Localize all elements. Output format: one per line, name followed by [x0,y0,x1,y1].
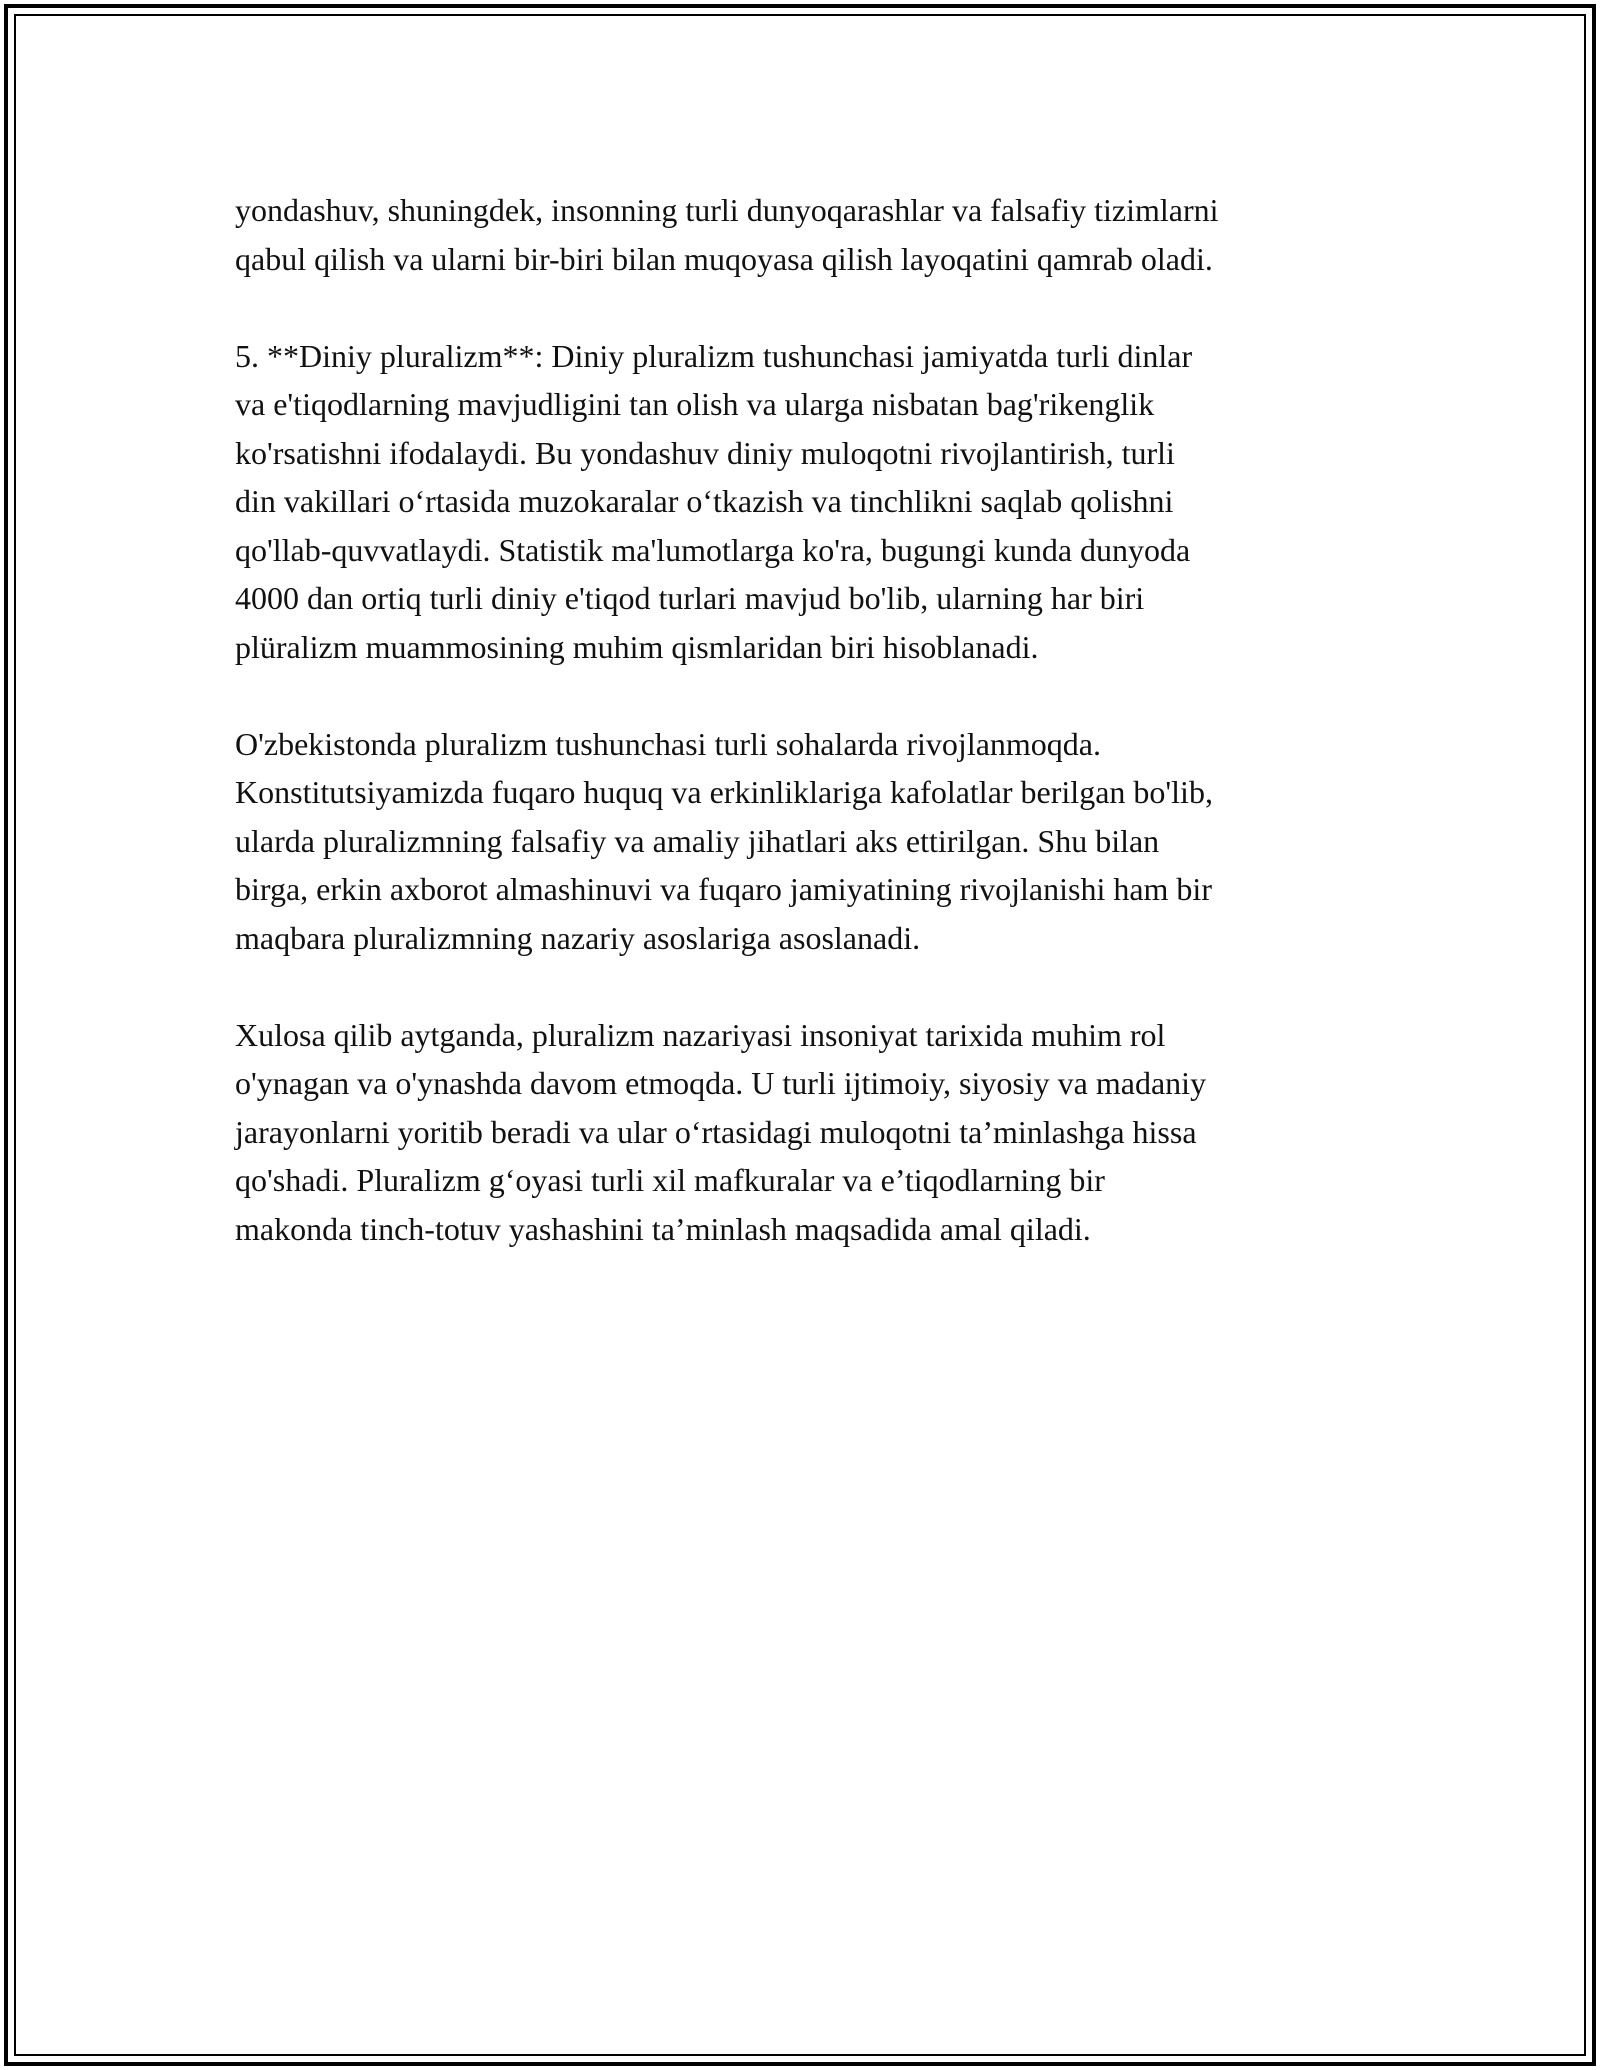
paragraph-continuation: yondashuv, shuningdek, insonning turli dunyoqarashlar va falsafiy tizimlarni qabul qilish va ularni bir-biri bilan muqoyasa qilish layoqatini qamrab oladi. [235,192,1219,277]
paragraph-conclusion: Xulosa qilib aytganda, pluralizm nazariyasi insoniyat tarixida muhim rol o'ynagan va o'ynashda davom etmoqda. U turli ijtimoiy, siyosiy va madaniy jarayonlarni yoritib beradi va ular o‘rtasidagi muloqotni ta’minlashga hissa qo'shadi. Pluralizm g‘oyasi turli xil mafkuralar va e’tiqodlarning bir makonda tinch-totuv yashashini ta’minlash maqsadida amal qiladi. [235,1016,1207,1247]
paragraph-religious-pluralism: 5. **Diniy pluralizm**: Diniy pluralizm tushunchasi jamiyatda turli dinlar va e'tiqodlarning mavjudligini tan olish va ularga nisbatan bag'rikenglik ko'rsatishni ifodalaydi. Bu yondashuv diniy muloqotni rivojlantirish, turli din vakillari o‘rtasida muzokaralar o‘tkazish va tinchlikni saqlab qolishni qo'llab-quvvatlaydi. Statistik ma'lumotlarga ko'ra, bugungi kunda dunyoda 4000 dan ortiq turli diniy e'tiqod turlari mavjud bo'lib, ularning har biri plüralizm muammosining muhim qismlaridan biri hisoblanadi. [235,337,1193,665]
paragraph-uzbekistan-pluralism: O'zbekistonda pluralizm tushunchasi turli sohalarda rivojlanmoqda. Konstitutsiyamizda fuqaro huquq va erkinliklariga kafolatlar berilgan bo'lib, ularda pluralizmning falsafiy va amaliy jihatlari aks ettirilgan. Shu bilan birga, erkin axborot almashinuvi va fuqaro jamiyatining rivojlanishi ham bir maqbara pluralizmning nazariy asoslariga asoslanadi. [235,725,1213,956]
document-body [235,186,1375,1253]
